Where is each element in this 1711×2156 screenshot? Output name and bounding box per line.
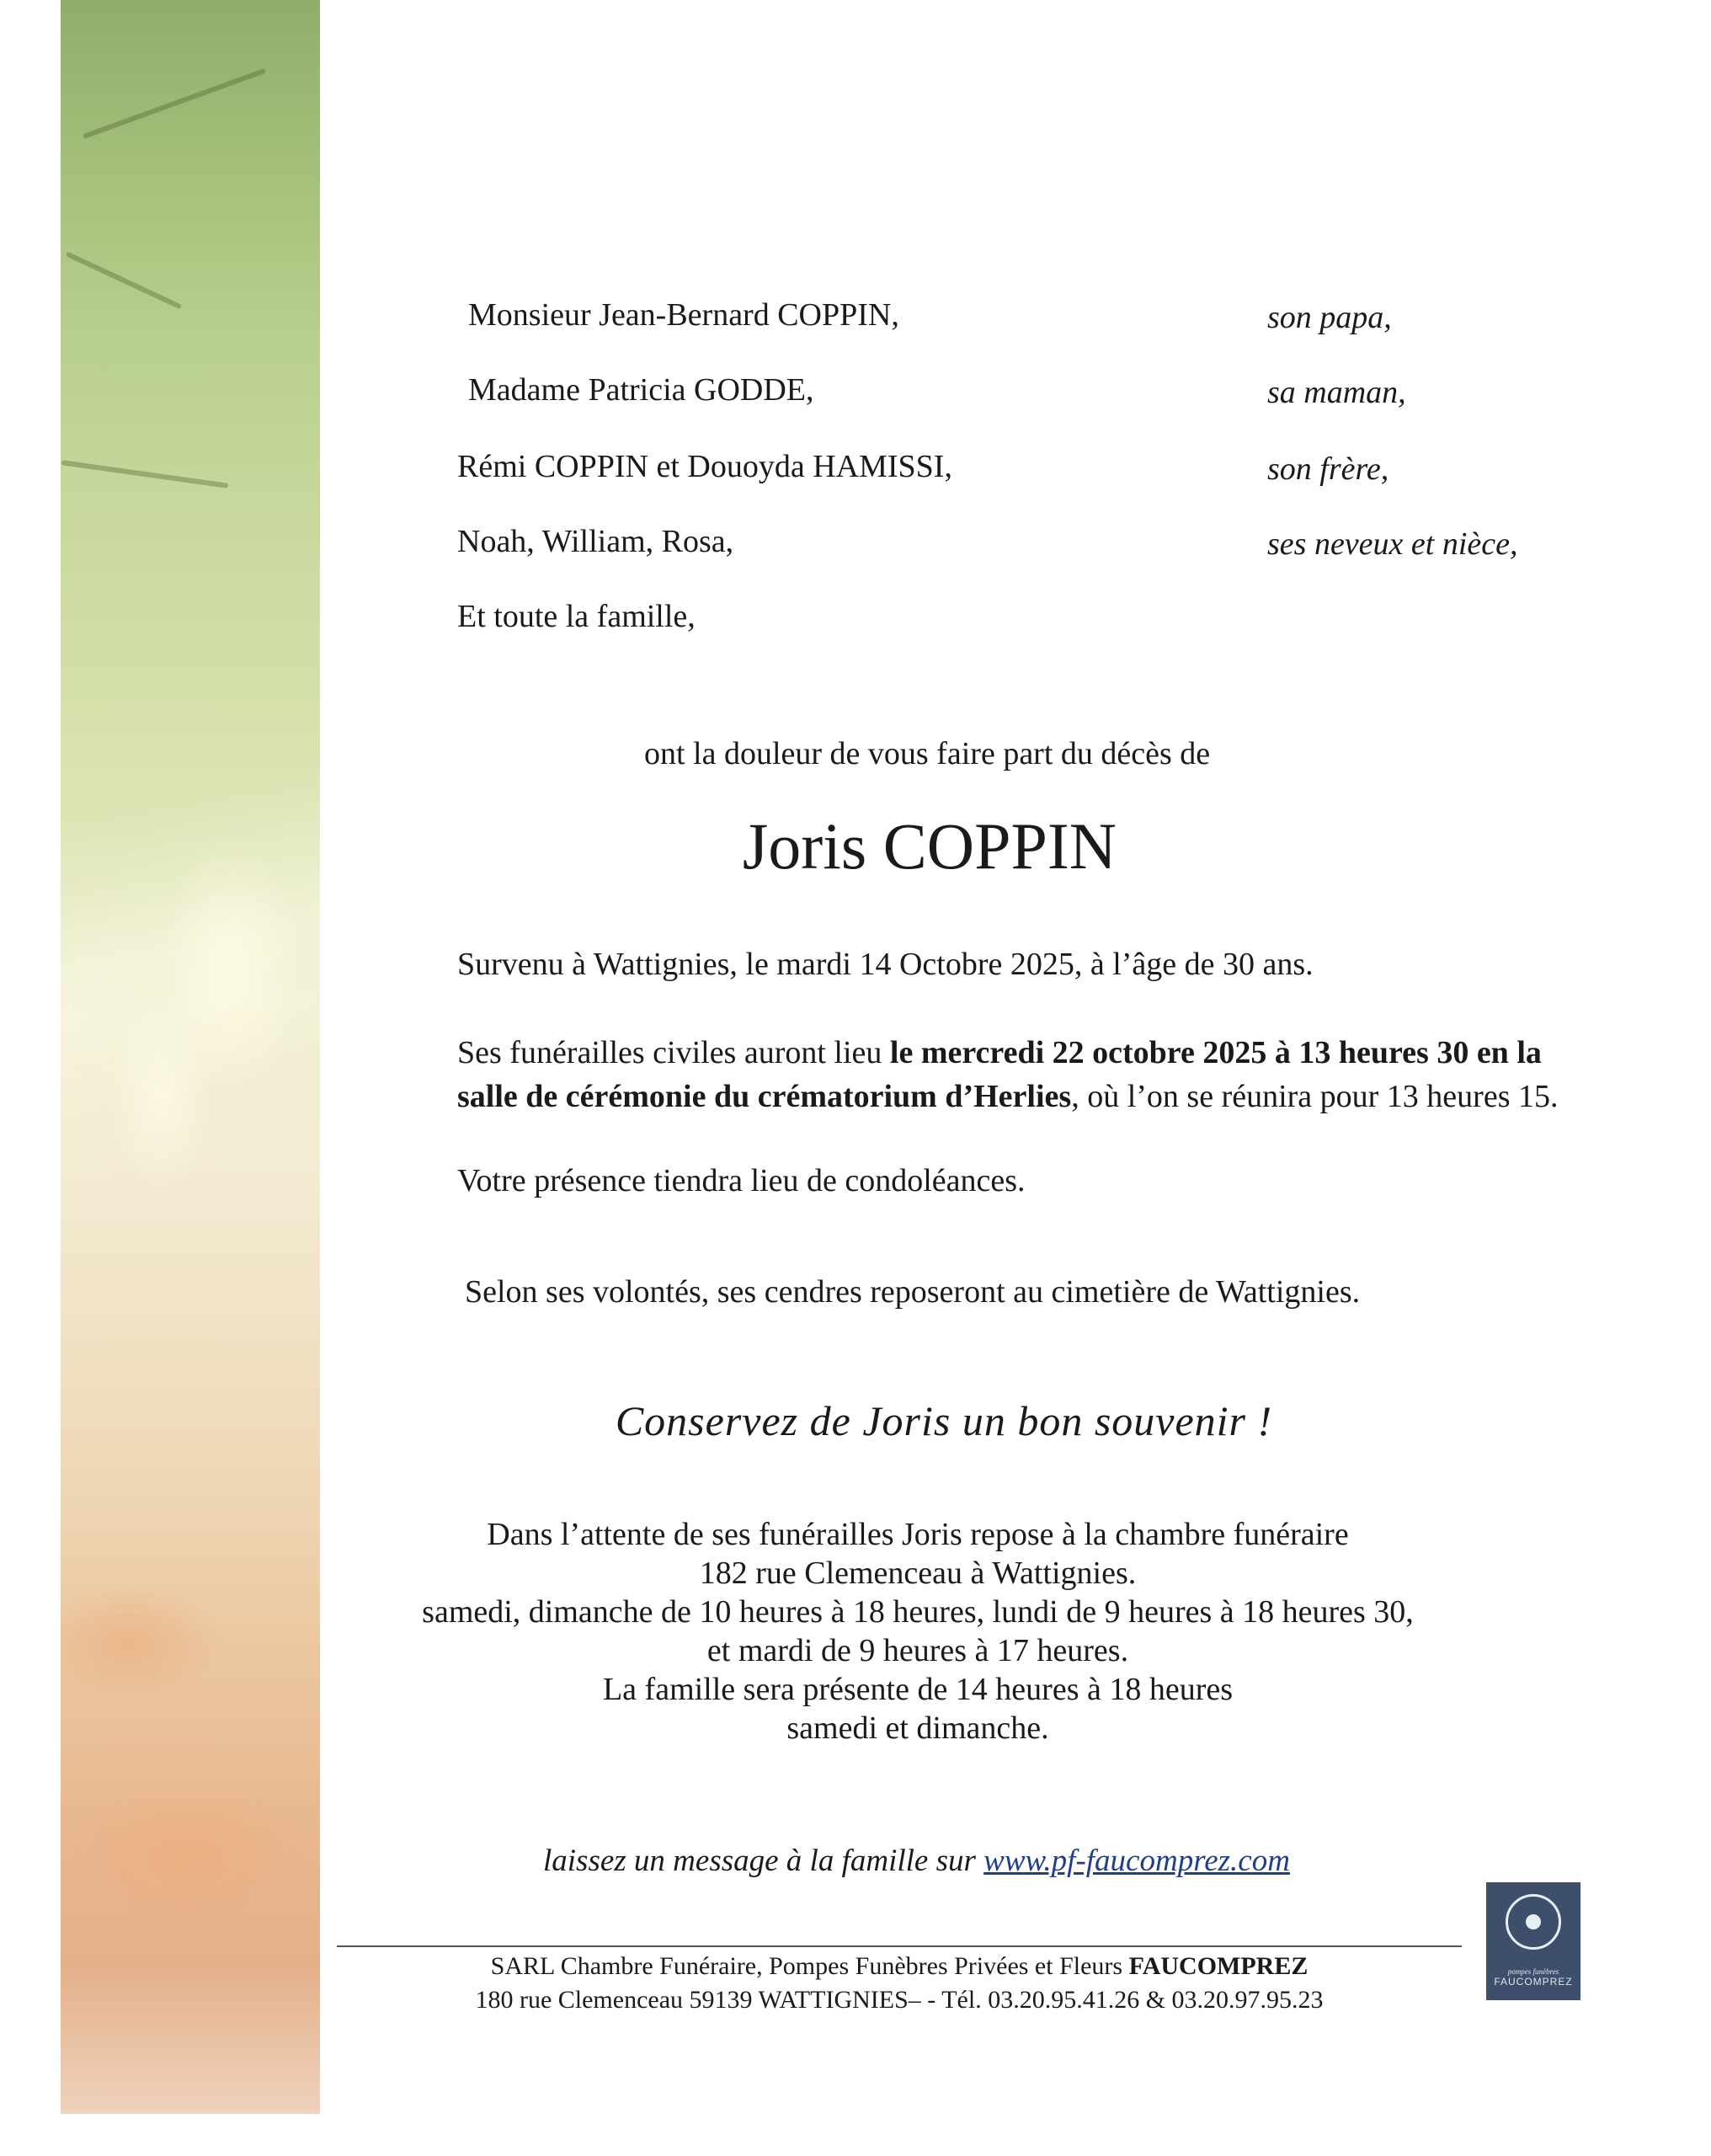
family-name-3: Rémi COPPIN et Douoyda HAMISSI, bbox=[457, 449, 952, 484]
visitation-line-4: et mardi de 9 heures à 17 heures. bbox=[706, 1633, 1129, 1668]
visitation-line-2: 182 rue Clemenceau à Wattignies. bbox=[699, 1556, 1137, 1591]
family-name-5: Et toute la famille, bbox=[457, 599, 696, 634]
visitation-line-3: samedi, dimanche de 10 heures à 18 heures, lundi de 9 heures à 18 heures 30, bbox=[422, 1594, 1414, 1630]
deceased-name: Joris COPPIN bbox=[742, 809, 1117, 883]
message-text: laissez un message à la famille sur bbox=[543, 1844, 984, 1878]
family-relation-4: ses neveux et nièce, bbox=[1267, 526, 1518, 562]
visitation-line-1: Dans l’attente de ses funérailles Joris repose à la chambre funéraire bbox=[487, 1517, 1349, 1552]
souvenir-quote: Conservez de Joris un bon souvenir ! bbox=[615, 1397, 1273, 1444]
website-link[interactable]: www.pf-faucomprez.com bbox=[983, 1844, 1290, 1878]
funeral-line-1 bbox=[457, 1034, 1542, 1073]
family-relation-1: son papa, bbox=[1267, 300, 1392, 335]
family-name-1: Monsieur Jean-Bernard COPPIN, bbox=[468, 297, 899, 333]
condolences-note: Votre présence tiendra lieu de condoléances. bbox=[457, 1163, 1026, 1198]
visitation-line-5: La famille sera présente de 14 heures à 18 heures bbox=[602, 1672, 1234, 1707]
funeral-gathering: , où l’on se réunira pour 13 heures 15. bbox=[1071, 1079, 1559, 1114]
footer-line-1 bbox=[337, 1952, 1462, 1981]
footer-divider bbox=[337, 1945, 1462, 1947]
logo-tagline: pompes funèbres bbox=[1507, 1967, 1559, 1976]
family-relation-2: sa maman, bbox=[1267, 375, 1406, 410]
death-info: Survenu à Wattignies, le mardi 14 Octobre 2025, à l’âge de 30 ans. bbox=[457, 947, 1314, 982]
announcement: ont la douleur de vous faire part du décès de bbox=[644, 736, 1211, 771]
ashes-note: Selon ses volontés, ses cendres reposeront au cimetière de Wattignies. bbox=[465, 1274, 1361, 1310]
funeral-line-2 bbox=[457, 1078, 1558, 1117]
family-relation-3: son frère, bbox=[1267, 451, 1389, 487]
funeral-intro: Ses funérailles civiles auront lieu bbox=[457, 1035, 890, 1070]
footer-company: SARL Chambre Funéraire, Pompes Funèbres Privées et Fleurs bbox=[490, 1952, 1129, 1980]
visitation-line-6: samedi et dimanche. bbox=[786, 1710, 1049, 1746]
footer-brand: FAUCOMPREZ bbox=[1128, 1952, 1309, 1980]
funeral-date-time: le mercredi 22 octobre 2025 à 13 heures 30 en la bbox=[889, 1035, 1542, 1070]
footer-line-2: 180 rue Clemenceau 59139 WATTIGNIES– - Tél. 03.20.95.41.26 & 03.20.97.95.23 bbox=[475, 1986, 1324, 2014]
logo-name: FAUCOMPREZ bbox=[1494, 1976, 1573, 1988]
funeral-location: salle de cérémonie du crématorium d’Herlies bbox=[457, 1079, 1072, 1114]
flower-icon bbox=[1506, 1894, 1561, 1950]
faucomprez-logo bbox=[1486, 1882, 1580, 2000]
family-name-2: Madame Patricia GODDE, bbox=[468, 372, 814, 408]
message-line bbox=[543, 1843, 1290, 1880]
sun-rays bbox=[61, 0, 320, 2114]
family-name-4: Noah, William, Rosa, bbox=[457, 524, 734, 559]
